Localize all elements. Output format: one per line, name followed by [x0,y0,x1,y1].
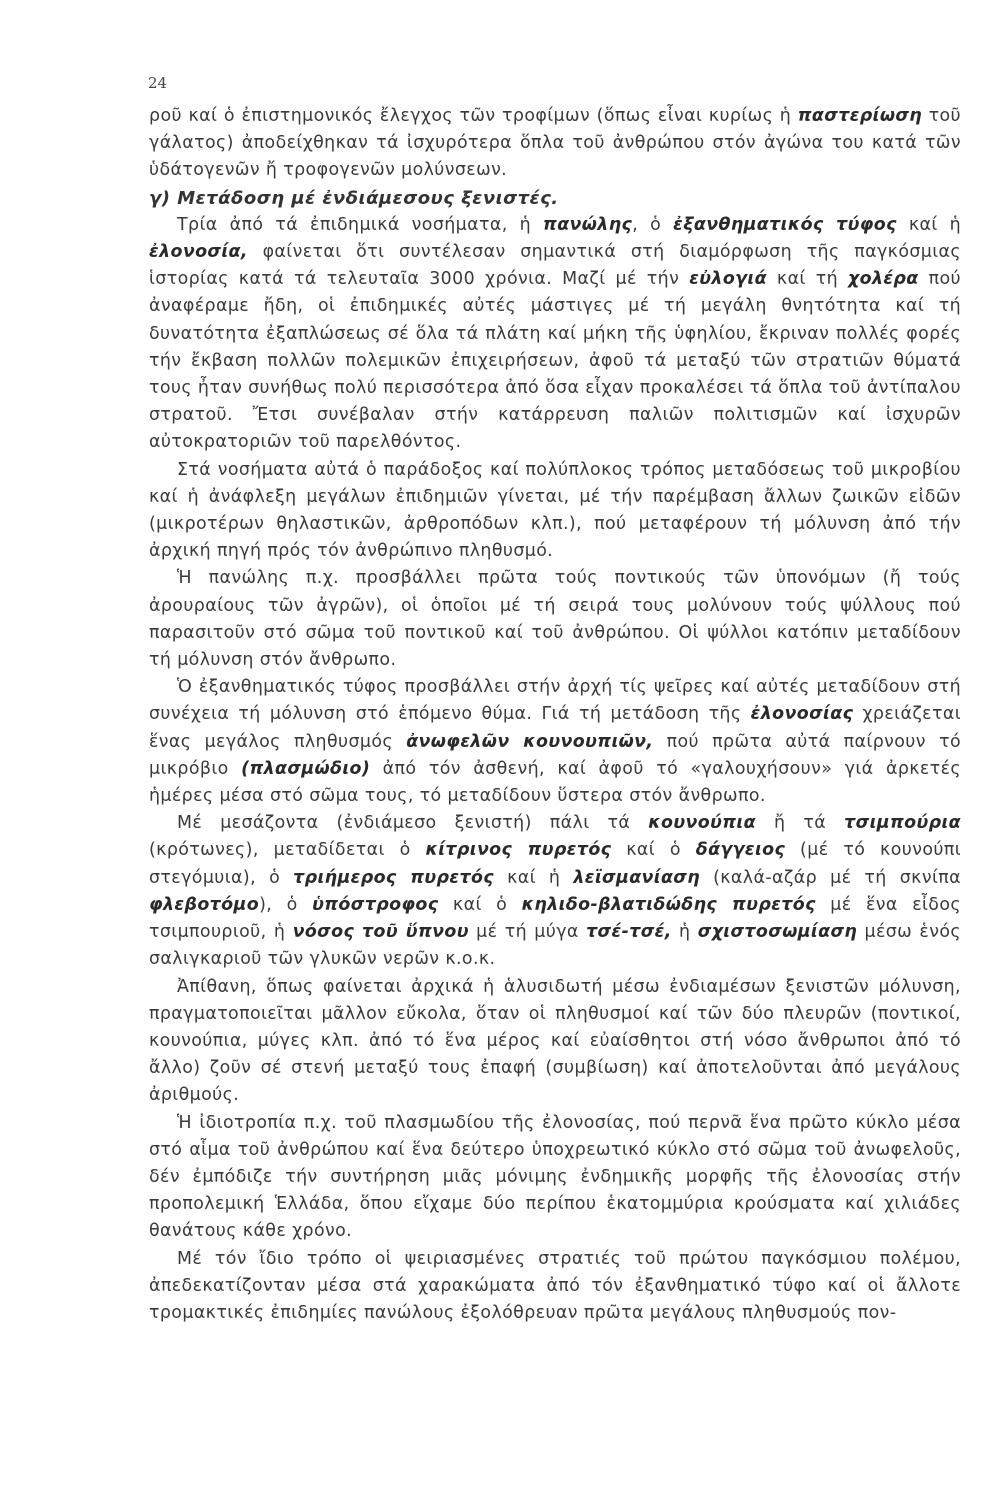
emphasized-term: ἐλονοσίας [750,704,854,725]
text-run: καί ὁ [438,894,522,915]
text-run: Ἀπίθανη, ὅπως φαίνεται ἀρχικά ἡ ἁλυσιδωτή μέσω ἐνδιαμέσων ξενιστῶν μόλυνση, πραγματοποιεῖται μᾶλλον εὔκολα, ὅταν οἱ πληθυσμοί καί τῶν δύο πλευρῶν (ποντικοί, κουνούπια, μύγες κλπ. ἀπό τό ἕνα μέρος καί εὐαίσθητοι στή νόσο ἄνθρωποι ἀπό τό ἄλλο) ζοῦν σέ στενή μεταξύ τους ἐπαφή (συμβίωση) καί ἀποτελοῦνται ἀπό μεγάλους ἀριθμούς. [149,976,961,1106]
emphasized-term: κίτρινος πυρετός [425,840,612,861]
emphasized-term: χολέρα [847,269,919,290]
paragraph [149,1110,961,1246]
paragraph [149,565,961,674]
page-number: 24 [148,74,168,92]
paragraph [149,810,961,973]
emphasized-term: εὐλογιά [689,269,767,290]
emphasized-term: πανώλης [543,214,633,235]
text-run: μέσω ἑνός σαλιγκαριοῦ τῶν γλυκῶν νερῶν κ.ο.κ. [149,922,961,970]
emphasized-term: ἐλονοσία, [149,242,248,263]
text-run: Ὁ ἐξανθηματικός τύφος προσβάλλει στήν ἀρχή τίς ψεῖρες καί αὐτές μεταδίδουν στή συνέχεια τή μόλυνση στό ἑπόμενο θύμα. Γιά τή μετάδοση τῆς [149,677,961,725]
paragraph [149,674,961,810]
text-run: Μέ τόν ἴδιο τρόπο οἱ ψειριασμένες στρατιές τοῦ πρώτου παγκόσμιου πολέμου, ἀπεδεκατίζονταν μέσα στά χαρακώματα ἀπό τόν ἐξανθηματικό τύφο καί οἱ ἄλλοτε τρομακτικές ἐπιδημίες πανώλους ἐξολόθρευαν πρῶτα μεγάλους πληθυσμούς πον- [149,1248,961,1323]
emphasized-term: λεϊσμανίαση [573,867,701,888]
text-run: πού πρῶτα αὐτά παίρνουν τό μικρόβιο [149,731,961,779]
text-run: Μέ μεσάζοντα (ἐνδιάμεσο ξενιστή) πάλι τά [177,813,649,834]
text-run: (καλά-αζάρ μέ τή σκνίπα [700,867,961,888]
text-run: καί ὁ [611,840,696,861]
emphasized-term: τσέ-τσέ, [586,922,672,943]
emphasized-term: τσιμπούρια [844,813,961,834]
emphasized-term: παστερίωση [797,106,923,126]
section-heading [149,185,961,212]
text-run: ἡ [671,922,698,943]
emphasized-term: σχιστοσωμίαση [697,922,858,943]
text-run: ), ὁ [259,894,313,915]
text-run: πού ἀναφέραμε ἤδη, οἱ ἐπιδημικές αὐτές μάστιγες μέ τή μεγάλη θνητότητα καί τή δυνατότητα ἐξαπλώσεως σέ ὅλα τά πλάτη καί μήκη τῆς ὑφηλίου, ἔκριναν πολλές φορές τήν ἔκβαση πολλῶν πολεμικῶν ἐπιχειρήσεων, ἀφοῦ τά μεταξύ τῶν στρατιῶν θύματά τους ἦταν συνήθως πολύ περισσότερα ἀπό ὅσα εἶχαν προκαλέσει τά ὅπλα τοῦ ἀντίπαλου στρατοῦ. Ἔτσι συνέβαλαν στήν κατάρρευση παλιῶν πολιτισμῶν καί ἰσχυρῶν αὐτοκρατοριῶν τοῦ παρελθόντος. [149,269,961,453]
paragraph [149,103,961,185]
text-run: γ) Μετάδοση μέ ἐνδιάμεσους ξενιστές. [149,187,559,209]
text-run: φαίνεται ὅτι συντέλεσαν σημαντικά στή διαμόρφωση τῆς παγκόσμιας ἱστορίας κατά τά τελευταῖα 3000 χρόνια. Μαζί μέ τήν [149,242,961,290]
text-run: ἤ τά [755,813,845,834]
emphasized-term: (πλασμώδιο) [241,758,371,779]
emphasized-term: ἀνωφελῶν κουνουπιῶν, [406,731,654,752]
text-run: (μέ τό κουνούπι στεγόμυια), ὁ [149,840,961,888]
text-run: ἀπό τόν ἀσθενή, καί ἀφοῦ τό «γαλουχήσουν» γιά ἀρκετές ἡμέρες μέσα στό σῶμα τους, τό μεταδίδουν ὕστερα στόν ἄνθρωπο. [149,758,961,807]
emphasized-term: δάγγειος [695,840,786,861]
text-run: Τρία ἀπό τά ἐπιδημικά νοσήματα, ἡ [177,214,544,235]
paragraph [149,974,961,1110]
text-run: Ἡ πανώλης π.χ. προσβάλλει πρῶτα τούς ποντικούς τῶν ὑπονόμων (ἤ τούς ἀρουραίους τῶν ἀγρῶν), οἱ ὁποῖοι μέ τή σειρά τους μολύνουν τούς ψύλλους πού παρασιτοῦν στό σῶμα τοῦ ποντικοῦ καί τοῦ ἀνθρώπου. Οἱ ψύλλοι κατόπιν μεταδίδουν τή μόλυνση στόν ἄνθρωπο. [149,568,961,671]
paragraph [149,212,961,457]
text-run: καί τή [766,269,848,290]
text-run: χρειάζεται ἕνας μεγάλος πληθυσμός [149,704,961,752]
text-run: ροῦ καί ὁ ἐπιστημονικός ἔλεγχος τῶν τροφίμων (ὅπως εἶναι κυρίως ἡ [149,106,798,126]
text-run: τοῦ γάλατος) ἀποδείχθηκαν τά ἰσχυρότερα ὅπλα τοῦ ἀνθρώπου στόν ἀγώνα του κατά τῶν ὑδάτογενῶν ἤ τροφογενῶν μολύνσεων. [149,106,961,181]
text-run: καί ἡ [896,214,962,235]
emphasized-term: ἐξανθηματικός τύφος [673,214,897,235]
emphasized-term: τριήμερος πυρετός [293,867,495,888]
text-run: Στά νοσήματα αὐτά ὁ παράδοξος καί πολύπλοκος τρόπος μεταδόσεως τοῦ μικροβίου καί ἡ ἀνάφλεξη μεγάλων ἐπιδημιῶν γίνεται, μέ τήν παρέμβαση ἄλλων ζωικῶν εἰδῶν (μικροτέρων θηλαστικῶν, ἀρθροπόδων κλπ.), πού μεταφέρουν τή μόλυνση ἀπό τήν ἀρχική πηγή πρός τόν ἀνθρώπινο πληθυσμό. [149,459,961,562]
emphasized-term: κουνούπια [648,813,756,834]
paragraph [149,1246,961,1328]
text-run: Ἡ ἰδιοτροπία π.χ. τοῦ πλασμωδίου τῆς ἐλονοσίας, πού περνᾶ ἕνα πρῶτο κύκλο μέσα στό αἷμα τοῦ ἀνθρώπου καί ἕνα δεύτερο ὑποχρεωτικό κύκλο στό σῶμα τοῦ ἀνωφελοῦς, δέν ἐμπόδιζε τήν συντήρηση μιᾶς μόνιμης ἐνδημικῆς μορφῆς τῆς ἐλονοσίας στήν προπολεμική Ἑλλάδα, ὅπου εἴχαμε δύο περίπου ἑκατομμύρια κρούσματα καί χιλιάδες θανάτους κάθε χρόνο. [149,1112,961,1242]
body-text [149,103,961,1327]
emphasized-term: φλεβοτόμο [149,894,260,915]
text-run: (κρότωνες), μεταδίδεται ὁ [149,840,426,861]
text-run: καί ἡ [494,867,574,888]
emphasized-term: κηλιδο-βλατιδώδης πυρετός [521,894,816,915]
emphasized-term: ὑπόστροφος [312,894,439,915]
emphasized-term: νόσος τοῦ ὕπνου [292,922,469,943]
text-run: , ὁ [632,214,674,235]
text-run: μέ τή μύγα [468,922,587,943]
text-run: μέ ἕνα εἶδος τσιμπουριοῦ, ἡ [149,894,961,943]
paragraph [149,457,961,566]
